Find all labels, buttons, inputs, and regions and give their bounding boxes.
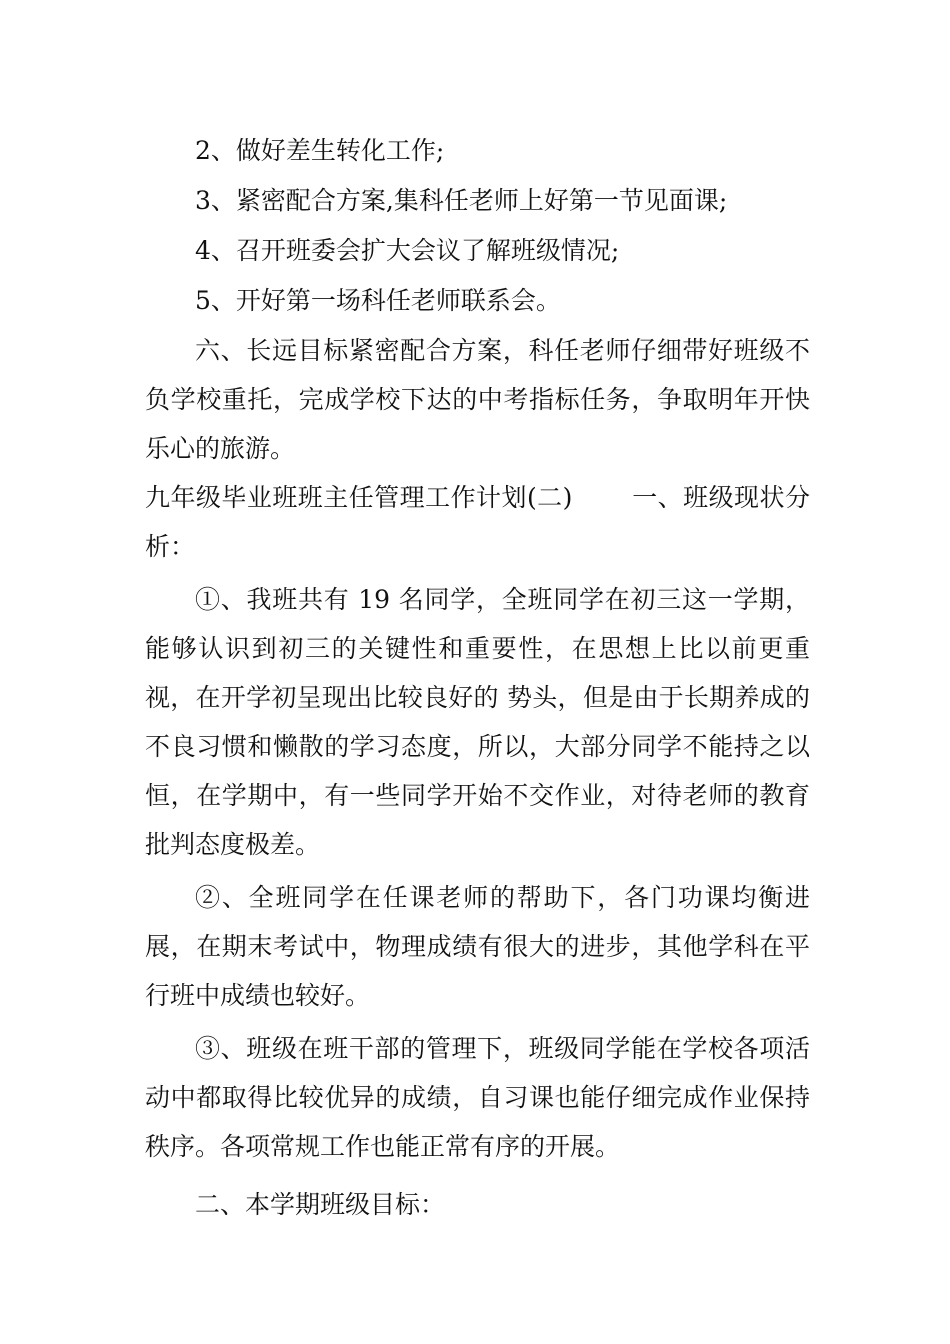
class-status-paragraph-3: ③、班级在班干部的管理下，班级同学能在学校各项活动中都取得比较优异的成绩，自习课也能仔细完成作业保持秩序。各项常规工作也能正常有序的开展。 [145, 1034, 810, 1161]
section-two-heading: 二、本学期班级目标： [195, 1190, 446, 1219]
plan-title-heading: 九年级毕业班班主任管理工作计划(二) 一、班级现状分析： [145, 483, 810, 561]
list-item-4: 4、召开班委会扩大会议了解班级情况; [195, 236, 620, 265]
class-status-paragraph-2: ②、全班同学在任课老师的帮助下，各门功课均衡进展，在期末考试中，物理成绩有很大的进步，其他学科在平行班中成绩也较好。 [145, 883, 810, 1010]
section-six-paragraph: 六、长远目标紧密配合方案，科任老师仔细带好班级不负学校重托，完成学校下达的中考指标任务，争取明年开快乐心的旅游。 [145, 336, 810, 463]
list-item-2: 2、做好差生转化工作; [195, 136, 445, 165]
document-body [145, 126, 810, 1229]
list-item-5: 5、开好第一场科任老师联系会。 [195, 286, 561, 315]
class-status-paragraph-1: ①、我班共有 19 名同学，全班同学在初三这一学期，能够认识到初三的关键性和重要性，在思想上比以前更重视，在开学初呈现出比较良好的 势头，但是由于长期养成的不良习惯和懒散的学习态度，所以，大部分同学不能持之以恒，在学期中，有一些同学开始不交作业，对待老师的教育批判态度极差。 [145, 585, 810, 859]
list-item-3: 3、紧密配合方案,集科任老师上好第一节见面课; [195, 186, 728, 215]
